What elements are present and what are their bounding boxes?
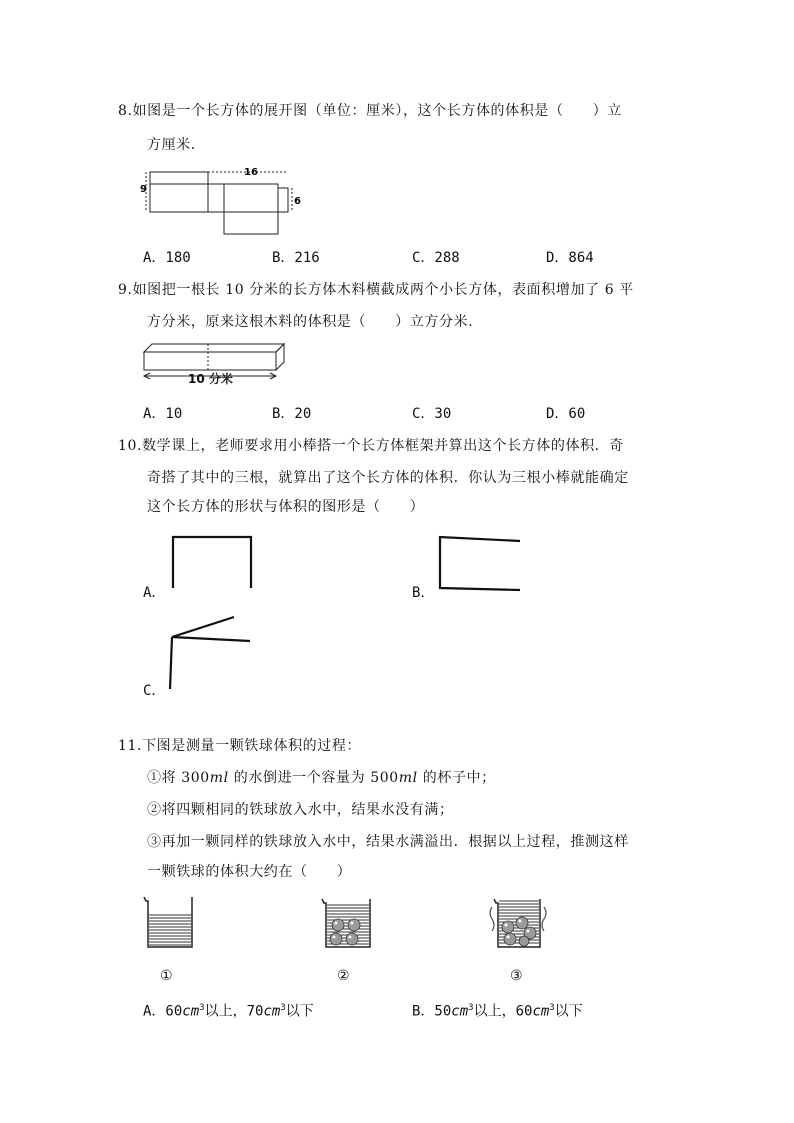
q10-text-line3: 这个长方体的形状与体积的图形是（ ） [147,499,425,515]
q9-text-line2: 方分米，原来这根木料的体积是（ ）立方分米. [147,314,474,330]
q9-option-d[interactable]: D．60 [546,406,586,422]
q9-option-a[interactable]: A．10 [143,406,183,422]
q11-fig-label-1: ① [160,968,174,984]
q8-option-a[interactable]: A．180 [143,250,191,266]
q8-net-face-small [208,184,224,212]
q9-text-line1: 9.如图把一根长 10 分米的长方体木料横截成两个小长方体，表面积增加了 6 平 [118,282,634,298]
q8-net-face-right [224,184,278,212]
q10-option-c-figure[interactable] [162,613,257,693]
q10-option-a-figure[interactable] [165,532,260,592]
q10-option-a-label[interactable]: A． [143,585,166,601]
q9-wood-figure [140,340,290,390]
q11-beaker-2 [318,893,378,953]
q10-text-line1: 10.数学课上，老师要求用小棒搭一个长方体框架并算出这个长方体的体积．奇 [118,438,624,454]
q11-fig-label-3: ③ [510,968,524,984]
q9-option-b[interactable]: B．20 [272,406,312,422]
q10-option-b-label[interactable]: B． [412,585,435,601]
q11-beaker-3 [486,893,550,955]
q11-fig-label-2: ② [337,968,351,984]
q11-step2: ②将四颗相同的铁球放入水中，结果水没有满； [147,802,454,818]
q8-option-d[interactable]: D．864 [546,250,594,266]
q9-label-10dm: 10 分米 [188,372,233,386]
q8-net-face-left [150,172,208,212]
q11-option-a[interactable]: A．$60cm^3$以上，$70cm^3$以下 [143,1003,314,1020]
q8-label-16: 16 [244,167,258,178]
q11-step1: ①将 300ml 的水倒进一个容量为 500ml 的杯子中； [147,770,496,786]
q10-option-c-label[interactable]: C． [143,683,166,699]
q8-net-face-bottom [224,212,278,234]
q8-label-6: 6 [294,196,301,207]
q8-option-b[interactable]: B．216 [272,250,320,266]
q9-option-c[interactable]: C．30 [412,406,452,422]
q11-option-b[interactable]: B．$50cm^3$以上，$60cm^3$以下 [412,1003,583,1020]
q8-label-9: 9 [140,184,147,195]
q10-text-line2: 奇搭了其中的三根，就算出了这个长方体的体积．你认为三根小棒就能确定 [147,470,629,486]
q11-text-line1: 11.下图是测量一颗铁球体积的过程： [118,738,362,754]
q8-text-line1: 8.如图是一个长方体的展开图（单位：厘米），这个长方体的体积是（ ）立 [118,103,622,119]
q10-option-b-figure[interactable] [432,532,527,597]
q11-beaker-1 [140,893,200,953]
q8-net-figure [140,160,310,240]
q8-option-c[interactable]: C．288 [412,250,460,266]
q11-text-last: 一颗铁球的体积大约在（ ） [147,864,352,880]
q8-text-line2: 方厘米. [147,137,196,153]
q11-step3: ③再加一颗同样的铁球放入水中，结果水满溢出．根据以上过程，推测这样 [147,834,629,850]
q8-net-face-end [278,188,288,212]
